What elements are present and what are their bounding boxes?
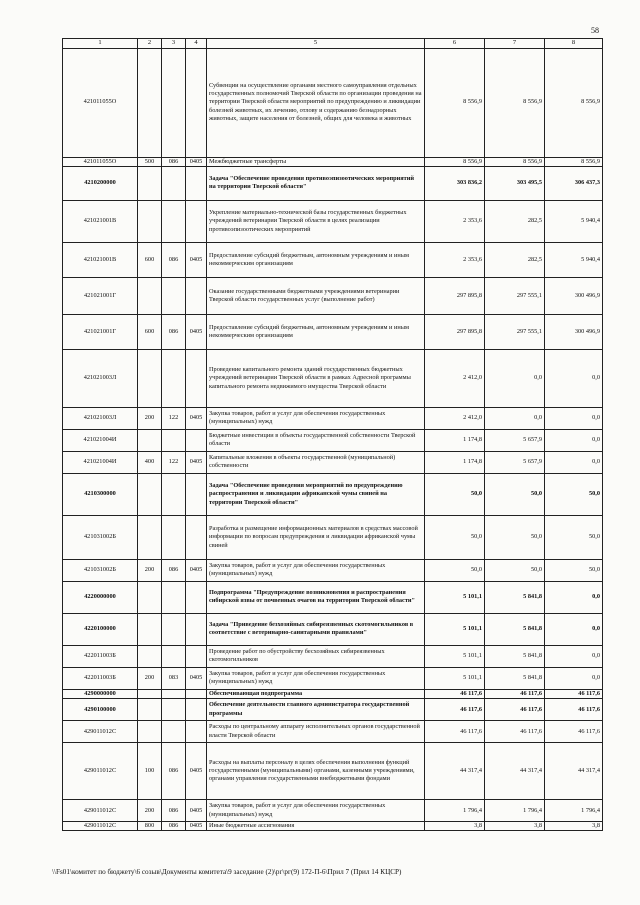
item-name-cell: Предоставление субсидий бюджетным, автономным учреждениям и иным некоммерческим организациям — [207, 314, 425, 349]
amount-year1-cell: 1 796,4 — [425, 800, 485, 822]
amount-year3-cell: 0,0 — [545, 349, 603, 407]
expense-type-cell: 200 — [138, 559, 162, 581]
department-code-cell — [162, 689, 186, 698]
amount-year3-cell: 50,0 — [545, 559, 603, 581]
amount-year2-cell: 3,8 — [485, 822, 545, 831]
expense-type-cell — [138, 581, 162, 613]
amount-year1-cell: 297 895,8 — [425, 277, 485, 314]
department-code-cell: 086 — [162, 559, 186, 581]
budget-code-cell: 421031002Б — [63, 559, 138, 581]
budget-code-cell: 4290000000 — [63, 689, 138, 698]
item-name-cell: Укрепление материально-технической базы государственных бюджетных учреждений ветеринарии Тверской области в целях реализации противоэпизоотических мероприятий — [207, 200, 425, 242]
expense-type-cell: 600 — [138, 242, 162, 277]
amount-year1-cell: 44 317,4 — [425, 743, 485, 800]
amount-year3-cell: 44 317,4 — [545, 743, 603, 800]
section-code-cell: 0405 — [186, 800, 207, 822]
section-code-cell — [186, 613, 207, 645]
amount-year2-cell: 5 841,8 — [485, 667, 545, 689]
amount-year1-cell: 297 895,8 — [425, 314, 485, 349]
budget-code-cell: 4220100000 — [63, 613, 138, 645]
amount-year3-cell: 5 940,4 — [545, 200, 603, 242]
amount-year1-cell: 1 174,8 — [425, 429, 485, 451]
department-code-cell — [162, 166, 186, 200]
amount-year3-cell: 0,0 — [545, 581, 603, 613]
budget-code-cell: 421021004И — [63, 429, 138, 451]
table-row — [63, 822, 603, 831]
amount-year3-cell: 50,0 — [545, 515, 603, 559]
amount-year2-cell: 46 117,6 — [485, 699, 545, 721]
item-name-cell: Межбюджетные трансферты — [207, 157, 425, 166]
amount-year2-cell: 5 657,9 — [485, 429, 545, 451]
amount-year1-cell: 5 101,1 — [425, 581, 485, 613]
amount-year3-cell: 0,0 — [545, 451, 603, 473]
department-code-cell — [162, 200, 186, 242]
table-row — [63, 277, 603, 314]
amount-year2-cell: 50,0 — [485, 515, 545, 559]
amount-year3-cell: 3,8 — [545, 822, 603, 831]
item-name-cell: Закупка товаров, работ и услуг для обеспечения государственных (муниципальных) нужд — [207, 559, 425, 581]
amount-year1-cell: 1 174,8 — [425, 451, 485, 473]
amount-year1-cell: 46 117,6 — [425, 689, 485, 698]
amount-year1-cell: 46 117,6 — [425, 721, 485, 743]
department-code-cell: 086 — [162, 242, 186, 277]
amount-year1-cell: 2 412,0 — [425, 349, 485, 407]
expense-type-cell: 800 — [138, 822, 162, 831]
budget-code-cell: 421031002Б — [63, 515, 138, 559]
budget-code-cell: 421021003Л — [63, 407, 138, 429]
expense-type-cell — [138, 613, 162, 645]
amount-year2-cell: 46 117,6 — [485, 689, 545, 698]
item-name-cell: Задача "Обеспечение проведения противоэпизоотических мероприятий на территории Тверской области" — [207, 166, 425, 200]
table-row — [63, 515, 603, 559]
amount-year2-cell: 5 841,8 — [485, 645, 545, 667]
expense-type-cell: 500 — [138, 157, 162, 166]
expense-type-cell — [138, 200, 162, 242]
budget-code-cell: 421021001Г — [63, 314, 138, 349]
section-code-cell: 0405 — [186, 314, 207, 349]
amount-year2-cell: 8 556,9 — [485, 48, 545, 157]
amount-year2-cell: 0,0 — [485, 407, 545, 429]
expense-type-cell — [138, 277, 162, 314]
item-name-cell: Разработка и размещение информационных материалов в средствах массовой информации по вопросам предупреждения и ликвидации африканской чумы свиней — [207, 515, 425, 559]
amount-year2-cell: 5 657,9 — [485, 451, 545, 473]
budget-code-cell: 4290100000 — [63, 699, 138, 721]
section-code-cell: 0405 — [186, 559, 207, 581]
column-header: 4 — [186, 39, 207, 49]
header-row — [63, 39, 603, 49]
item-name-cell: Обеспечение деятельности главного администратора государственной программы — [207, 699, 425, 721]
budget-code-cell: 422011003Б — [63, 645, 138, 667]
amount-year1-cell: 2 353,6 — [425, 200, 485, 242]
amount-year3-cell: 8 556,9 — [545, 48, 603, 157]
department-code-cell: 086 — [162, 800, 186, 822]
table-row — [63, 689, 603, 698]
department-code-cell: 086 — [162, 822, 186, 831]
section-code-cell — [186, 645, 207, 667]
item-name-cell: Закупка товаров, работ и услуг для обеспечения государственных (муниципальных) нужд — [207, 800, 425, 822]
department-code-cell: 122 — [162, 451, 186, 473]
amount-year1-cell: 303 836,2 — [425, 166, 485, 200]
department-code-cell — [162, 721, 186, 743]
budget-code-cell: 4210300000 — [63, 473, 138, 515]
item-name-cell: Проведение работ по обустройству бесхозяйных сибиреязвенных скотомогильников — [207, 645, 425, 667]
table-row — [63, 242, 603, 277]
table-row — [63, 48, 603, 157]
department-code-cell: 086 — [162, 157, 186, 166]
expense-type-cell: 600 — [138, 314, 162, 349]
department-code-cell — [162, 613, 186, 645]
expense-type-cell — [138, 429, 162, 451]
item-name-cell: Расходы на выплаты персоналу в целях обеспечения выполнения функций государственными (муниципальными) органами, казенными учреждениями, органами управления государственными внебюджетными фондами — [207, 743, 425, 800]
section-code-cell — [186, 166, 207, 200]
item-name-cell: Подпрограмма "Предупреждение возникновения и распространения сибирской язвы от почвенных очагов на территории Тверской области" — [207, 581, 425, 613]
amount-year3-cell: 5 940,4 — [545, 242, 603, 277]
amount-year2-cell: 8 556,9 — [485, 157, 545, 166]
table-row — [63, 314, 603, 349]
amount-year1-cell: 50,0 — [425, 473, 485, 515]
item-name-cell: Иные бюджетные ассигнования — [207, 822, 425, 831]
column-header: 1 — [63, 39, 138, 49]
table-row — [63, 429, 603, 451]
table-row — [63, 166, 603, 200]
table-row — [63, 451, 603, 473]
amount-year2-cell: 1 796,4 — [485, 800, 545, 822]
amount-year3-cell: 0,0 — [545, 613, 603, 645]
amount-year3-cell: 46 117,6 — [545, 721, 603, 743]
amount-year2-cell: 44 317,4 — [485, 743, 545, 800]
amount-year1-cell: 3,8 — [425, 822, 485, 831]
section-code-cell: 0405 — [186, 242, 207, 277]
amount-year2-cell: 297 555,1 — [485, 277, 545, 314]
budget-code-cell: 421021003Л — [63, 349, 138, 407]
amount-year3-cell: 46 117,6 — [545, 699, 603, 721]
table-row — [63, 349, 603, 407]
amount-year1-cell: 46 117,6 — [425, 699, 485, 721]
item-name-cell: Оказание государственными бюджетными учреждениями ветеринарии Тверской области государственных услуг (выполнение работ) — [207, 277, 425, 314]
expense-type-cell — [138, 48, 162, 157]
table-row — [63, 581, 603, 613]
section-code-cell — [186, 699, 207, 721]
department-code-cell — [162, 645, 186, 667]
table-row — [63, 699, 603, 721]
section-code-cell: 0405 — [186, 667, 207, 689]
amount-year2-cell: 50,0 — [485, 473, 545, 515]
amount-year1-cell: 5 101,1 — [425, 613, 485, 645]
expense-type-cell — [138, 349, 162, 407]
item-name-cell: Закупка товаров, работ и услуг для обеспечения государственных (муниципальных) нужд — [207, 407, 425, 429]
amount-year2-cell: 0,0 — [485, 349, 545, 407]
section-code-cell: 0405 — [186, 822, 207, 831]
department-code-cell — [162, 581, 186, 613]
item-name-cell: Бюджетные инвестиции в объекты государственной собственности Тверской области — [207, 429, 425, 451]
section-code-cell: 0405 — [186, 407, 207, 429]
amount-year2-cell: 5 841,8 — [485, 613, 545, 645]
section-code-cell: 0405 — [186, 743, 207, 800]
amount-year2-cell: 297 555,1 — [485, 314, 545, 349]
item-name-cell: Задача "Обеспечение проведения мероприятий по предупреждению распространения и ликвидации африканской чумы свиней на территории Тверской области" — [207, 473, 425, 515]
amount-year3-cell: 8 556,9 — [545, 157, 603, 166]
table-row — [63, 743, 603, 800]
amount-year1-cell: 5 101,1 — [425, 667, 485, 689]
expense-type-cell — [138, 515, 162, 559]
amount-year2-cell: 282,5 — [485, 242, 545, 277]
department-code-cell — [162, 429, 186, 451]
budget-code-cell: 4210200000 — [63, 166, 138, 200]
amount-year2-cell: 303 495,5 — [485, 166, 545, 200]
page-number: 58 — [591, 26, 599, 35]
table-row — [63, 200, 603, 242]
department-code-cell: 086 — [162, 314, 186, 349]
amount-year3-cell: 0,0 — [545, 645, 603, 667]
budget-code-cell: 4220000000 — [63, 581, 138, 613]
budget-code-cell: 429011012С — [63, 743, 138, 800]
section-code-cell — [186, 689, 207, 698]
amount-year3-cell: 46 117,6 — [545, 689, 603, 698]
table-row — [63, 667, 603, 689]
budget-code-cell: 429011012С — [63, 721, 138, 743]
section-code-cell — [186, 515, 207, 559]
budget-code-cell: 421021001В — [63, 242, 138, 277]
department-code-cell — [162, 48, 186, 157]
column-header: 3 — [162, 39, 186, 49]
expense-type-cell: 200 — [138, 800, 162, 822]
section-code-cell — [186, 429, 207, 451]
expense-type-cell — [138, 699, 162, 721]
expense-type-cell — [138, 473, 162, 515]
budget-code-cell: 421021001Г — [63, 277, 138, 314]
expense-type-cell — [138, 689, 162, 698]
budget-code-cell: 421021001В — [63, 200, 138, 242]
item-name-cell: Закупка товаров, работ и услуг для обеспечения государственных (муниципальных) нужд — [207, 667, 425, 689]
department-code-cell — [162, 515, 186, 559]
column-header: 5 — [207, 39, 425, 49]
expense-type-cell — [138, 721, 162, 743]
item-name-cell: Предоставление субсидий бюджетным, автономным учреждениям и иным некоммерческим организациям — [207, 242, 425, 277]
budget-code-cell: 421011055О — [63, 48, 138, 157]
section-code-cell — [186, 473, 207, 515]
section-code-cell — [186, 48, 207, 157]
section-code-cell: 0405 — [186, 157, 207, 166]
section-code-cell — [186, 277, 207, 314]
item-name-cell: Субвенции на осуществление органами местного самоуправления отдельных государственных полномочий Тверской области по организации проведения на территории Тверской области мероприятий по предупреждению и ликвидации болезней животных, их лечению, отлову и содержанию безнадзорных животных, защите населения от болезней, общих для человека и животных — [207, 48, 425, 157]
amount-year2-cell: 282,5 — [485, 200, 545, 242]
amount-year1-cell: 8 556,9 — [425, 48, 485, 157]
table-row — [63, 645, 603, 667]
section-code-cell — [186, 581, 207, 613]
section-code-cell: 0405 — [186, 451, 207, 473]
budget-code-cell: 429011012С — [63, 800, 138, 822]
amount-year3-cell: 50,0 — [545, 473, 603, 515]
amount-year1-cell: 8 556,9 — [425, 157, 485, 166]
expense-type-cell — [138, 645, 162, 667]
table-row — [63, 613, 603, 645]
department-code-cell: 122 — [162, 407, 186, 429]
item-name-cell: Расходы по центральному аппарату исполнительных органов государственной власти Тверской области — [207, 721, 425, 743]
item-name-cell: Обеспечивающая подпрограмма — [207, 689, 425, 698]
department-code-cell — [162, 473, 186, 515]
table-row — [63, 407, 603, 429]
column-header: 7 — [485, 39, 545, 49]
expense-type-cell — [138, 166, 162, 200]
budget-table — [62, 38, 603, 831]
department-code-cell — [162, 699, 186, 721]
budget-code-cell: 421021004И — [63, 451, 138, 473]
item-name-cell: Проведение капитального ремонта зданий государственных бюджетных учреждений ветеринарии Тверской области в рамках Адресной программы капитального ремонта недвижимого имущества Тверской области — [207, 349, 425, 407]
budget-code-cell: 422011003Б — [63, 667, 138, 689]
table-row — [63, 157, 603, 166]
expense-type-cell: 400 — [138, 451, 162, 473]
amount-year2-cell: 50,0 — [485, 559, 545, 581]
amount-year1-cell: 2 353,6 — [425, 242, 485, 277]
expense-type-cell: 200 — [138, 667, 162, 689]
section-code-cell — [186, 200, 207, 242]
department-code-cell: 083 — [162, 667, 186, 689]
column-header: 6 — [425, 39, 485, 49]
column-header: 2 — [138, 39, 162, 49]
footer-file-path: \\Fs01\комитет по бюджету\6 созыв\Документы комитета\9 заседание (2)\рг\рг(9) 172-П-6\Прил 7 (Прил 14 КЦСР) — [52, 868, 402, 876]
table-row — [63, 559, 603, 581]
item-name-cell: Капитальные вложения в объекты государственной (муниципальной) собственности — [207, 451, 425, 473]
department-code-cell — [162, 349, 186, 407]
table-row — [63, 473, 603, 515]
amount-year3-cell: 306 437,3 — [545, 166, 603, 200]
amount-year1-cell: 2 412,0 — [425, 407, 485, 429]
table-row — [63, 800, 603, 822]
section-code-cell — [186, 349, 207, 407]
amount-year1-cell: 5 101,1 — [425, 645, 485, 667]
amount-year3-cell: 0,0 — [545, 429, 603, 451]
section-code-cell — [186, 721, 207, 743]
expense-type-cell: 100 — [138, 743, 162, 800]
table-row — [63, 721, 603, 743]
amount-year3-cell: 300 496,9 — [545, 277, 603, 314]
amount-year2-cell: 5 841,8 — [485, 581, 545, 613]
amount-year1-cell: 50,0 — [425, 515, 485, 559]
amount-year3-cell: 0,0 — [545, 667, 603, 689]
budget-code-cell: 421011055О — [63, 157, 138, 166]
amount-year3-cell: 300 496,9 — [545, 314, 603, 349]
amount-year1-cell: 50,0 — [425, 559, 485, 581]
amount-year2-cell: 46 117,6 — [485, 721, 545, 743]
column-header: 8 — [545, 39, 603, 49]
amount-year3-cell: 0,0 — [545, 407, 603, 429]
department-code-cell: 086 — [162, 743, 186, 800]
amount-year3-cell: 1 796,4 — [545, 800, 603, 822]
expense-type-cell: 200 — [138, 407, 162, 429]
item-name-cell: Задача "Приведение безхозяйных сибиреязвенных скотомогильников в соответствие с ветеринарно-санитарными правилами" — [207, 613, 425, 645]
department-code-cell — [162, 277, 186, 314]
budget-code-cell: 429011012С — [63, 822, 138, 831]
